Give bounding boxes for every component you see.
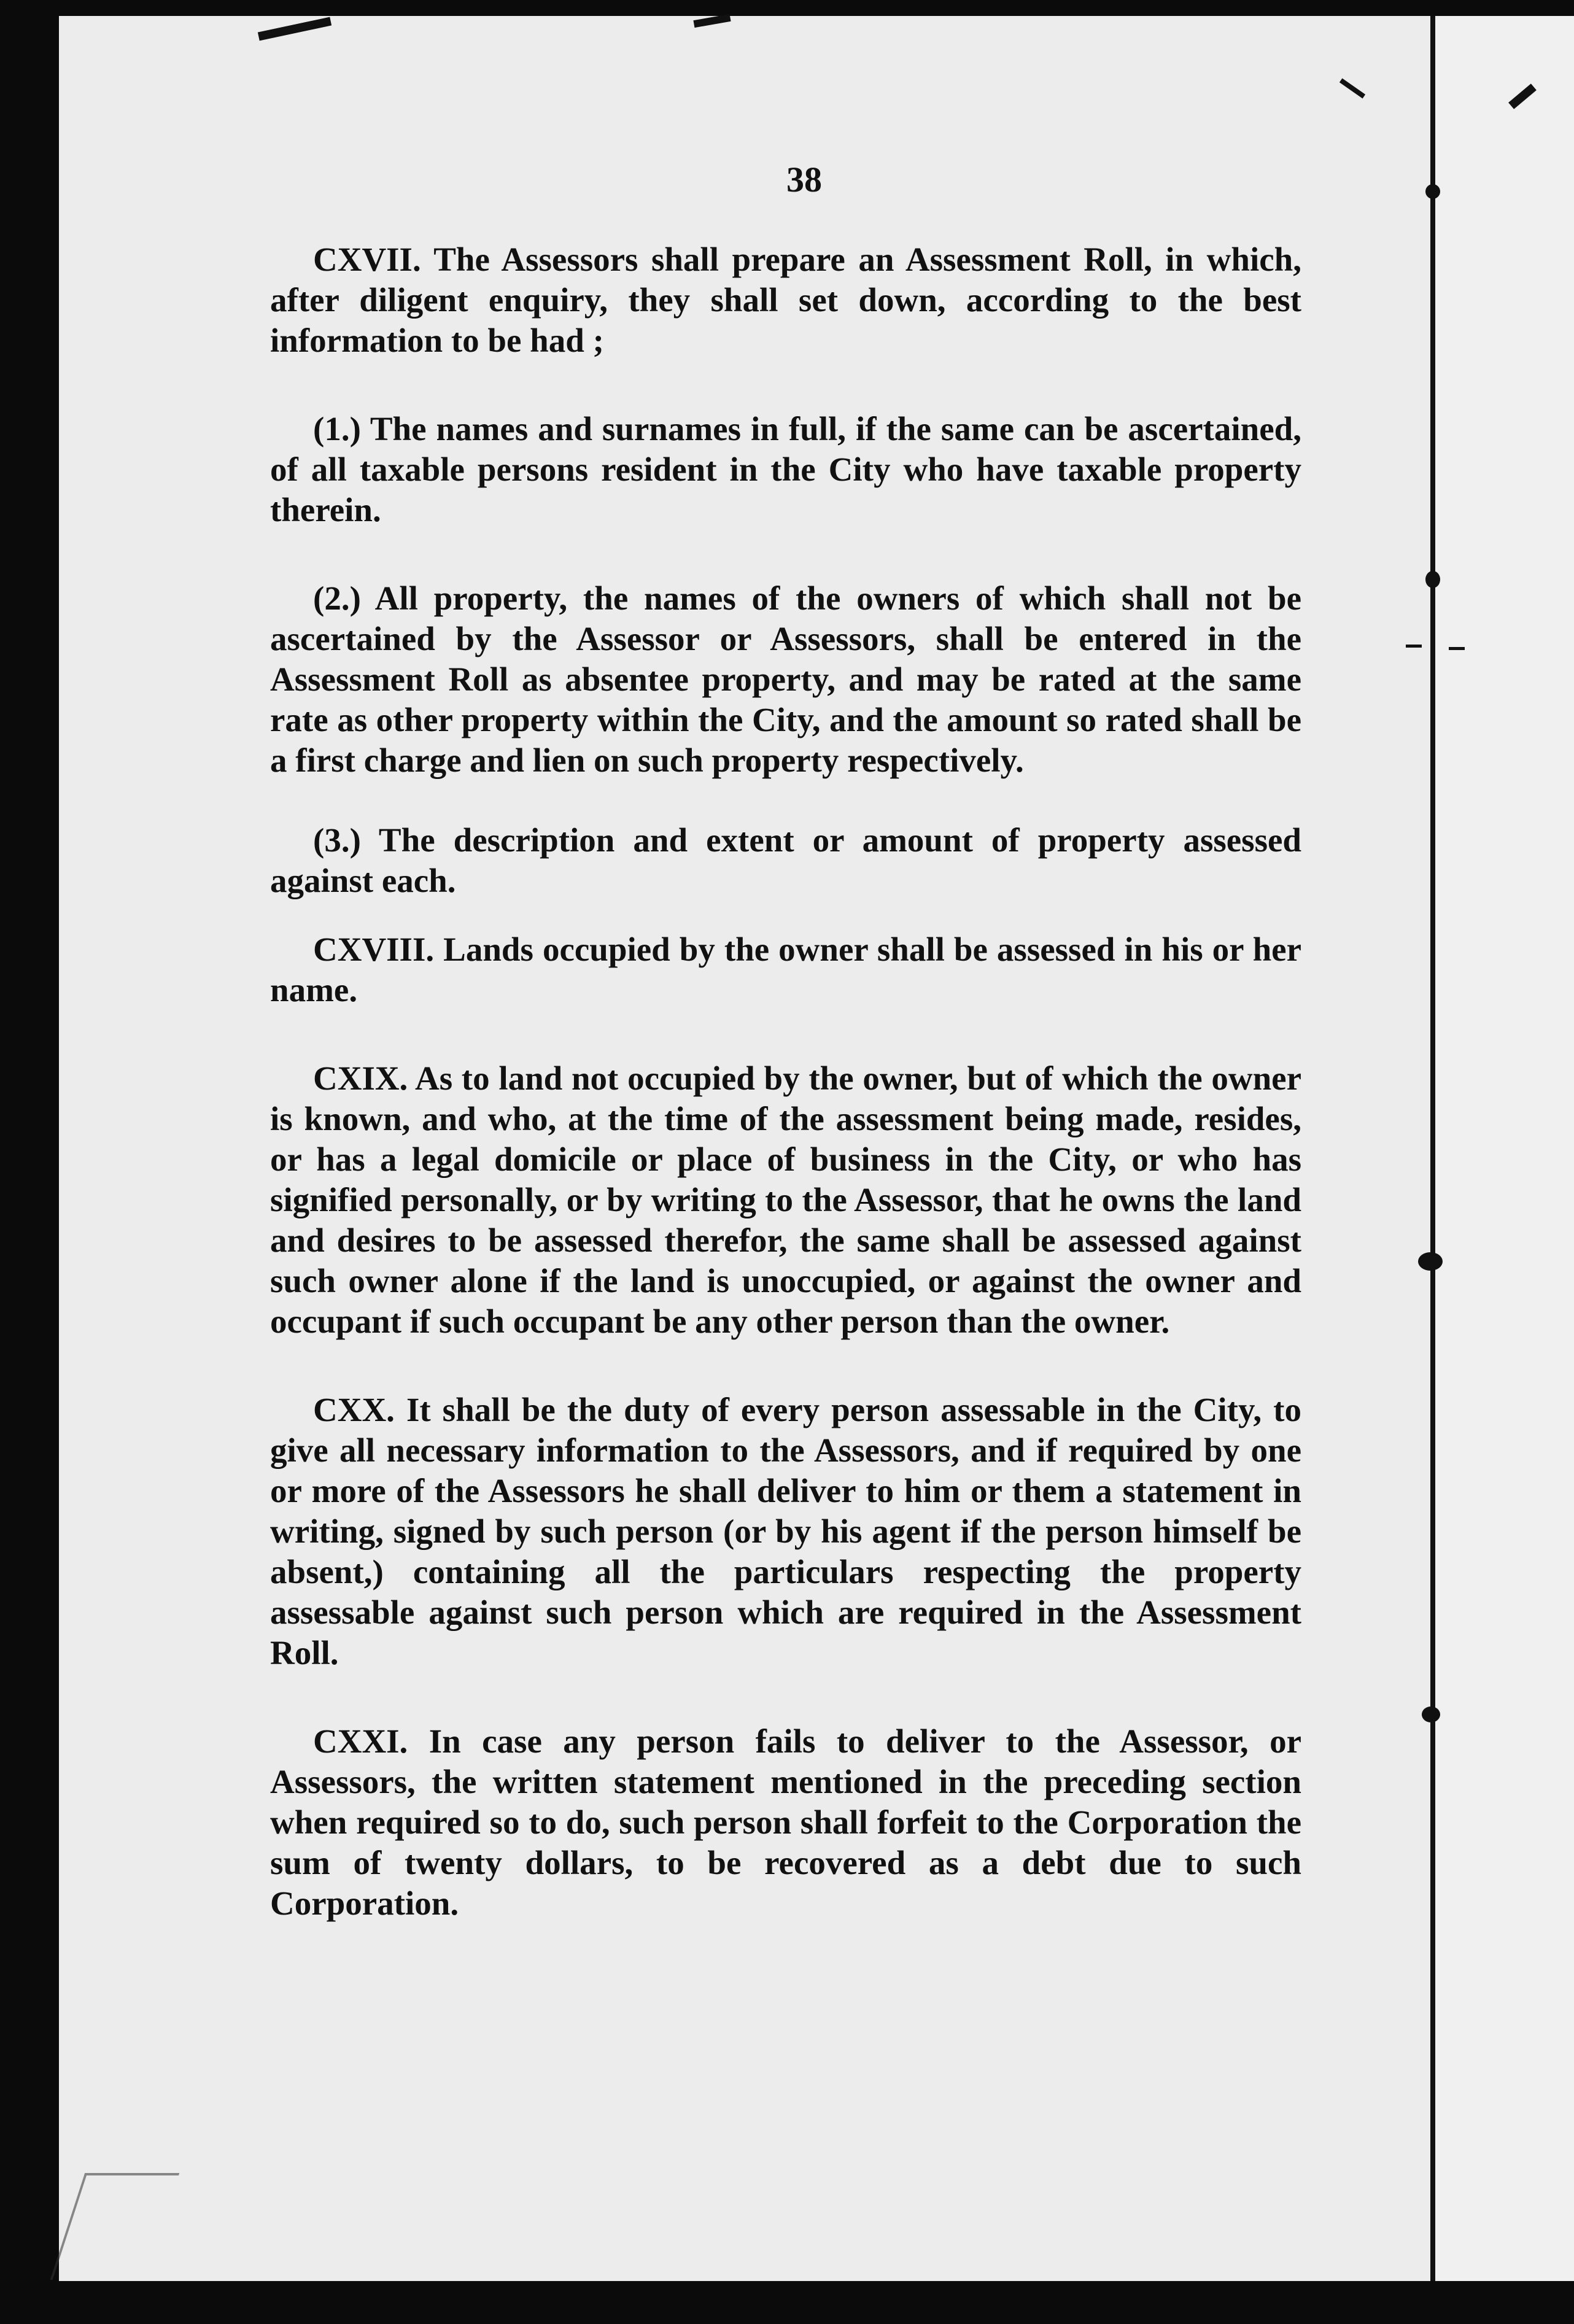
section-number: CXX.	[313, 1391, 395, 1428]
section-number: CXIX.	[313, 1059, 408, 1097]
clause-text: All property, the names of the owners of which shall not be ascertained by the Assessor or Assessors, shall be entered in the Assessment Roll as absentee property, and may be rated at the same rate as other property within the City, and the amount so rated shall be a first charge and lien on such property respectively.	[270, 579, 1301, 779]
clause-3	[270, 820, 1301, 901]
document-body	[270, 160, 1301, 1924]
clause-1	[270, 409, 1301, 530]
section-text: As to land not occupied by the owner, but of which the owner is known, and who, at the time of the assessment being made, resides, or has a legal domicile or place of business in the City, or who has signified personally, or by writing to the Assessor, that he owns the land and desires to be assessed therefor, the same shall be assessed against such owner alone if the land is unoccupied, or against the owner and occupant if such occupant be any other person than the owner.	[270, 1059, 1301, 1340]
page-number: 38	[786, 160, 822, 199]
section-cxix	[270, 1058, 1301, 1342]
clause-2	[270, 578, 1301, 781]
clause-text: The description and extent or amount of property assessed against each.	[270, 821, 1301, 899]
section-text: The Assessors shall prepare an Assessment Roll, in which, after diligent enquiry, they shall set down, according to the best information to be had ;	[270, 241, 1301, 359]
section-text: It shall be the duty of every person assessable in the City, to give all necessary information to the Assessors, and if required by one or more of the Assessors he shall deliver to him or them a statement in writing, signed by such person (or by his agent if the person himself be absent,) containing all the particulars respecting the property assessable against such person which are required in the Assessment Roll.	[270, 1391, 1301, 1671]
section-cxxi	[270, 1721, 1301, 1924]
section-number: CXVII.	[313, 241, 421, 278]
section-cxx	[270, 1390, 1301, 1673]
binding-mark	[1425, 184, 1440, 199]
section-number: CXVIII.	[313, 931, 435, 968]
clause-number: (1.)	[313, 410, 361, 447]
binding-mark	[1418, 1252, 1443, 1271]
clause-text: The names and surnames in full, if the same can be ascertained, of all taxable persons resident in the City who have taxable property therein.	[270, 410, 1301, 529]
section-cxviii	[270, 929, 1301, 1010]
clause-number: (3.)	[313, 821, 361, 859]
section-text: In case any person fails to deliver to the Assessor, or Assessors, the written statement mentioned in the preceding section when required so to do, such person shall forfeit to the Corporation the sum of twenty dollars, to be recovered as a debt due to such Corporation.	[270, 1722, 1301, 1922]
facing-page-strip	[1435, 16, 1574, 2281]
binding-mark	[1425, 571, 1440, 588]
section-cxvii	[270, 239, 1301, 361]
section-text: Lands occupied by the owner shall be assessed in his or her name.	[270, 931, 1302, 1009]
binding-edge	[1430, 16, 1435, 2281]
margin-dash	[1449, 647, 1465, 650]
binding-mark	[1422, 1706, 1440, 1722]
margin-dash	[1406, 645, 1422, 648]
clause-number: (2.)	[313, 579, 361, 617]
section-number: CXXI.	[313, 1722, 408, 1760]
scan-border-bottom	[0, 2281, 1574, 2324]
